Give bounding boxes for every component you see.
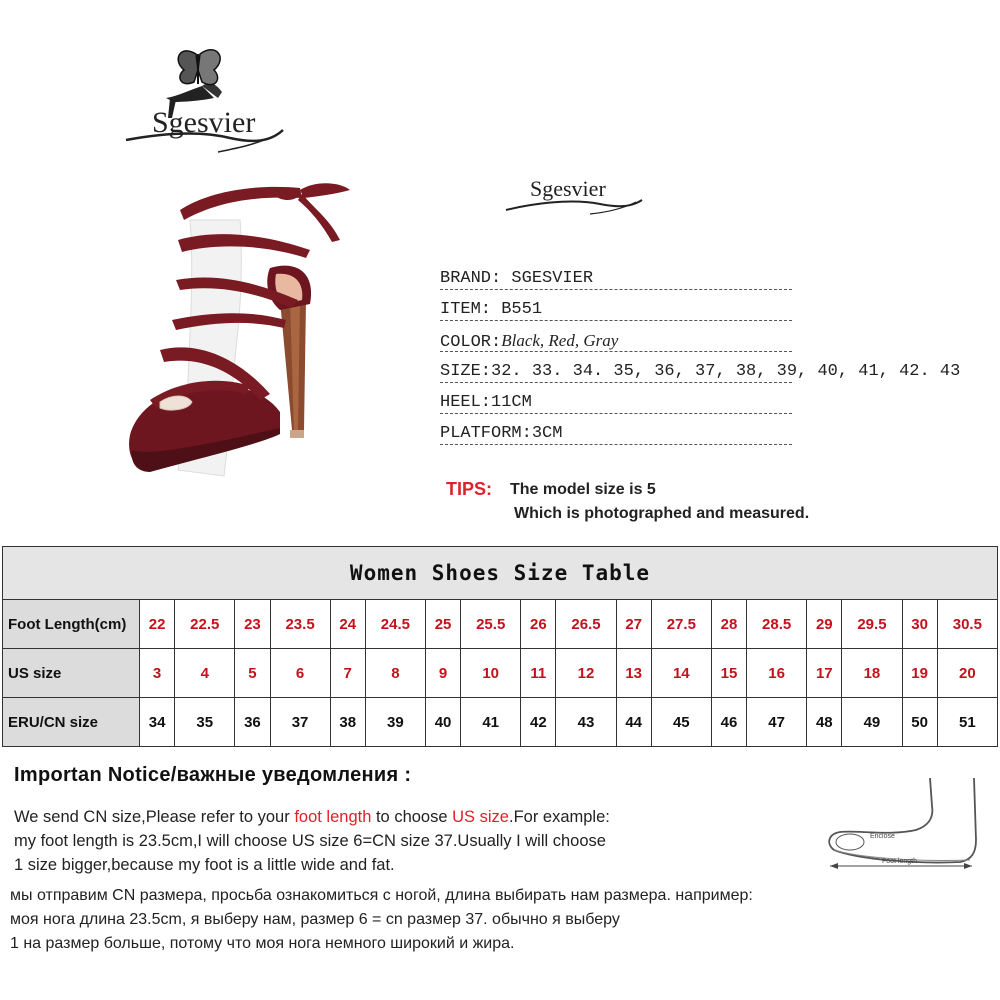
table-cell: 8: [365, 649, 425, 698]
table-cell: 26: [521, 600, 556, 649]
table-cell: 28: [711, 600, 746, 649]
us-size-highlight: US size: [452, 808, 509, 826]
table-cell: 19: [902, 649, 937, 698]
notice-ru-line-3: 1 на размер больше, потому что моя нога немного широкий и жира.: [10, 935, 515, 952]
brand-logo-small-text: Sgesvier: [530, 176, 606, 201]
table-cell: 48: [807, 698, 842, 747]
table-cell: 27.5: [651, 600, 711, 649]
table-cell: 27: [616, 600, 651, 649]
foot-outline-icon: [820, 776, 990, 871]
table-cell: 24: [330, 600, 365, 649]
table-cell: 41: [461, 698, 521, 747]
tips-line-1: The model size is 5: [510, 481, 656, 498]
table-cell: 7: [330, 649, 365, 698]
size-table: [2, 546, 998, 747]
table-cell: 16: [747, 649, 807, 698]
spec-size: SIZE:32. 33. 34. 35, 36, 37, 38, 39, 40, 41, 42. 43: [440, 362, 961, 381]
table-cell: 35: [175, 698, 235, 747]
table-cell: 20: [937, 649, 997, 698]
notice-en-line-2: my foot length is 23.5cm,I will choose US size 6=CN size 37.Usually I will choose: [14, 832, 606, 850]
table-row-header: Foot Length(cm): [3, 600, 140, 649]
butterfly-high-heel-icon: [118, 40, 288, 160]
table-cell: 25.5: [461, 600, 521, 649]
table-cell: 36: [235, 698, 270, 747]
table-cell: 3: [140, 649, 175, 698]
table-row-header: ERU/CN size: [3, 698, 140, 747]
table-cell: 29.5: [842, 600, 902, 649]
spec-color-value: Black, Red, Gray: [501, 331, 619, 350]
table-cell: 23: [235, 600, 270, 649]
table-cell: 29: [807, 600, 842, 649]
size-table-title-row: [3, 547, 998, 600]
table-row-us-size: [3, 649, 998, 698]
table-cell: 22: [140, 600, 175, 649]
table-cell: 44: [616, 698, 651, 747]
foot-measure-diagram: [820, 776, 990, 871]
table-cell: 15: [711, 649, 746, 698]
table-cell: 28.5: [747, 600, 807, 649]
tips: [446, 479, 810, 522]
tips-line-2: Which is photographed and measured.: [514, 505, 810, 522]
table-cell: 30: [902, 600, 937, 649]
foot-length-label: Foot length: [882, 858, 918, 865]
table-cell: 47: [747, 698, 807, 747]
table-row-foot-length: [3, 600, 998, 649]
table-cell: 10: [461, 649, 521, 698]
spec-item: ITEM: B551: [440, 295, 860, 326]
table-cell: 14: [651, 649, 711, 698]
spec-brand: BRAND: SGESVIER: [440, 264, 860, 295]
notice-english: [14, 805, 610, 877]
brand-logo-text: Sgesvier: [152, 106, 256, 139]
table-row-header: US size: [3, 649, 140, 698]
product-image: [120, 180, 470, 520]
brand-logo: [118, 40, 288, 160]
table-cell: 9: [425, 649, 460, 698]
table-cell: 34: [140, 698, 175, 747]
table-cell: 23.5: [270, 600, 330, 649]
table-cell: 50: [902, 698, 937, 747]
table-cell: 17: [807, 649, 842, 698]
table-cell: 45: [651, 698, 711, 747]
table-cell: 39: [365, 698, 425, 747]
table-cell: 25: [425, 600, 460, 649]
table-cell: 26.5: [556, 600, 616, 649]
table-cell: 11: [521, 649, 556, 698]
notice-en-line-3: 1 size bigger,because my foot is a little wide and fat.: [14, 856, 395, 874]
table-cell: 37: [270, 698, 330, 747]
size-table-title: Women Shoes Size Table: [3, 547, 998, 600]
table-cell: 4: [175, 649, 235, 698]
table-cell: 40: [425, 698, 460, 747]
spec-platform: PLATFORM:3CM: [440, 419, 860, 450]
brand-logo-small: [500, 168, 650, 223]
product-specs: [440, 264, 961, 450]
table-cell: 30.5: [937, 600, 997, 649]
table-cell: 46: [711, 698, 746, 747]
table-cell: 43: [556, 698, 616, 747]
table-cell: 6: [270, 649, 330, 698]
table-cell: 22.5: [175, 600, 235, 649]
notice-title: Importan Notice/важные уведомления :: [14, 764, 412, 786]
table-row-eu-cn-size: [3, 698, 998, 747]
notice-russian: [10, 884, 753, 956]
foot-length-highlight: foot length: [294, 808, 372, 826]
table-cell: 18: [842, 649, 902, 698]
notice-ru-line-1: мы отправим CN размера, просьба ознакомиться с ногой, длина выбирать нам размера. например:: [10, 887, 753, 904]
table-cell: 12: [556, 649, 616, 698]
table-cell: 49: [842, 698, 902, 747]
tips-label: TIPS:: [446, 479, 493, 499]
notice-ru-line-2: моя нога длина 23.5cm, я выберу нам, размер 6 = cn размер 37. обычно я выберу: [10, 911, 620, 928]
table-cell: 13: [616, 649, 651, 698]
table-cell: 24.5: [365, 600, 425, 649]
notice-en-line-1: We send CN size,Please refer to your foot length to choose US size.For example:: [14, 808, 610, 826]
table-cell: 5: [235, 649, 270, 698]
spec-heel: HEEL:11CM: [440, 388, 860, 419]
spec-color: COLOR:Black, Red, Gray: [440, 326, 860, 357]
table-cell: 42: [521, 698, 556, 747]
enclose-label: Enclose: [870, 833, 895, 840]
table-cell: 38: [330, 698, 365, 747]
table-cell: 51: [937, 698, 997, 747]
